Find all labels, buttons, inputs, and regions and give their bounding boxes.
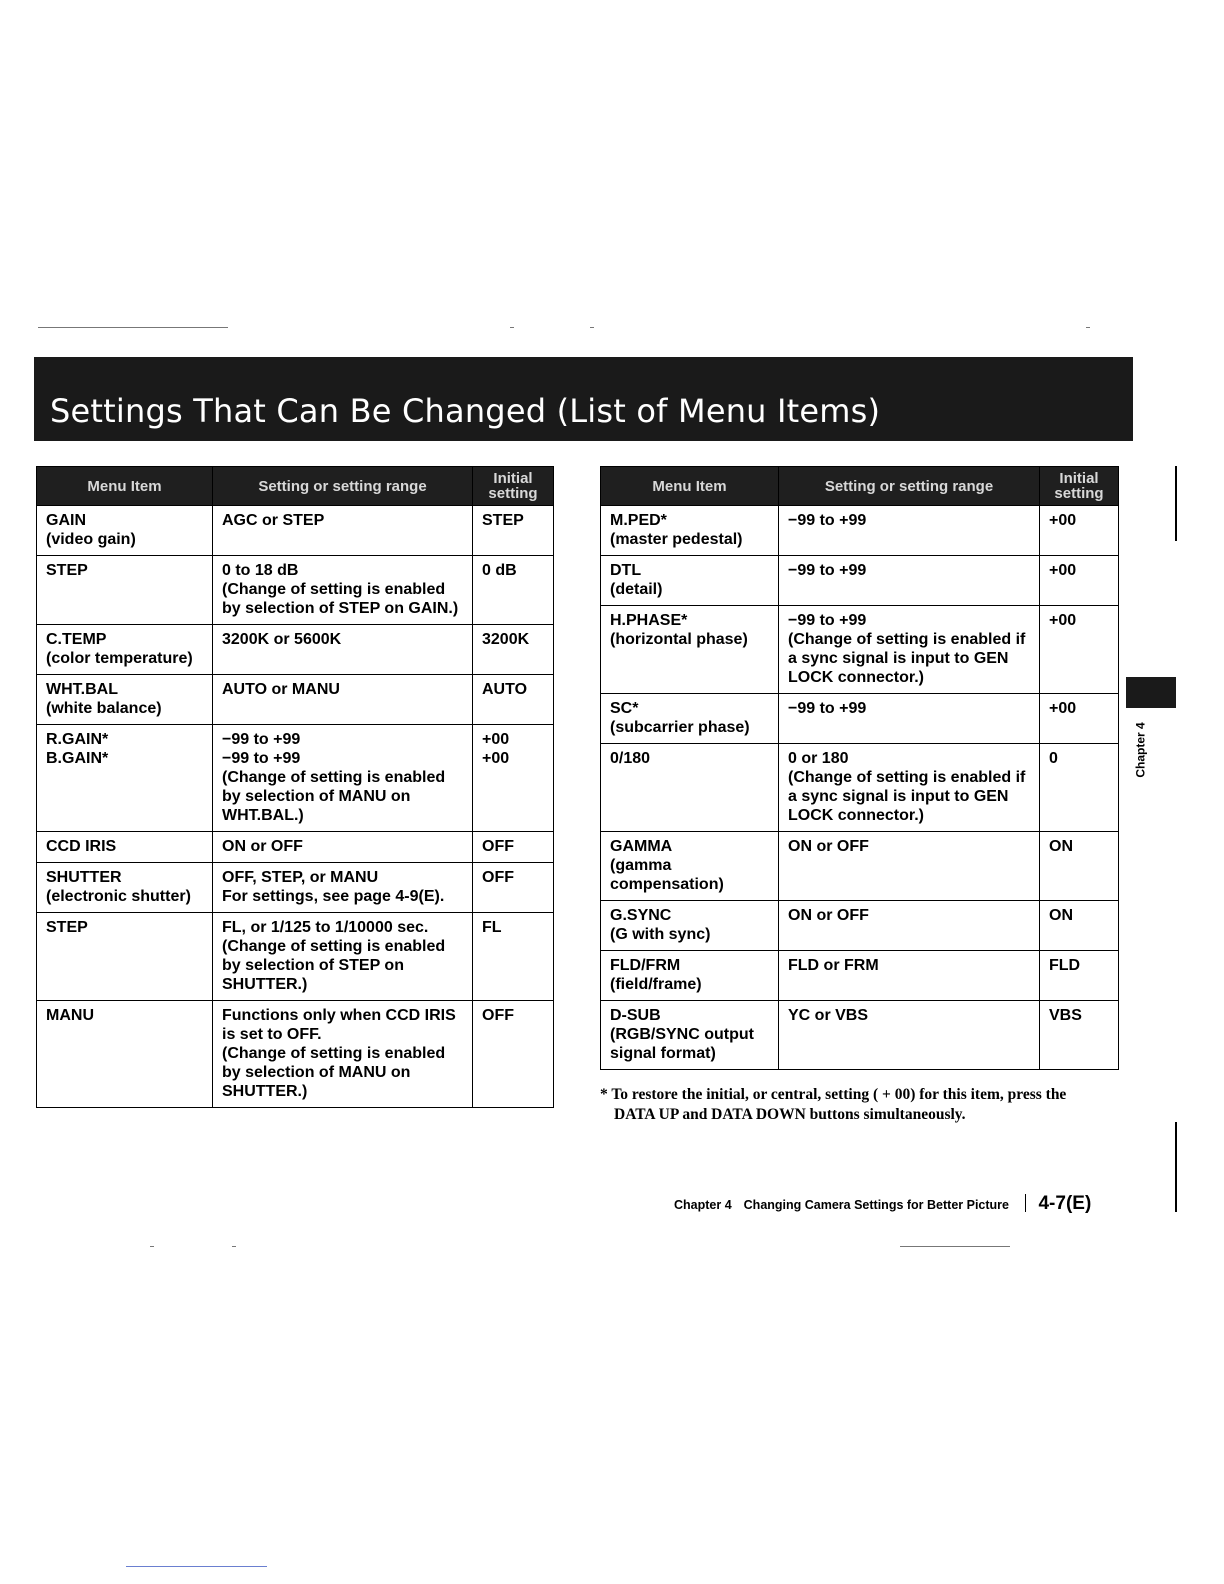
- setting-range-cell: FLD or FRM: [779, 951, 1040, 1001]
- menu-item-cell: SC* (subcarrier phase): [601, 694, 779, 744]
- table-row: [601, 556, 1119, 606]
- setting-range-cell: FL, or 1/125 to 1/10000 sec. (Change of setting is enabled by selection of STEP on SHUTTER.): [213, 913, 473, 1001]
- setting-range-cell: Functions only when CCD IRIS is set to OFF. (Change of setting is enabled by selection of MANU on SHUTTER.): [213, 1001, 473, 1108]
- menu-item-cell: GAIN (video gain): [37, 506, 213, 556]
- setting-range-cell: YC or VBS: [779, 1001, 1040, 1070]
- setting-range-cell: OFF, STEP, or MANU For settings, see page 4-9(E).: [213, 863, 473, 913]
- menu-item-cell: R.GAIN* B.GAIN*: [37, 725, 213, 832]
- menu-item-cell: G.SYNC (G with sync): [601, 901, 779, 951]
- table-row: [601, 1001, 1119, 1070]
- setting-range-cell: AUTO or MANU: [213, 675, 473, 725]
- setting-range-cell: −99 to +99 −99 to +99 (Change of setting is enabled by selection of MANU on WHT.BAL.): [213, 725, 473, 832]
- setting-range-cell: ON or OFF: [779, 832, 1040, 901]
- table-row: [601, 951, 1119, 1001]
- menu-item-cell: MANU: [37, 1001, 213, 1108]
- setting-range-cell: −99 to +99: [779, 694, 1040, 744]
- page-title: Settings That Can Be Changed (List of Menu Items): [34, 357, 1133, 441]
- initial-setting-cell: STEP: [473, 506, 554, 556]
- table-row: [37, 1001, 554, 1108]
- setting-range-cell: 0 to 18 dB (Change of setting is enabled by selection of STEP on GAIN.): [213, 556, 473, 625]
- header-setting-range: Setting or setting range: [779, 467, 1040, 506]
- menu-item-cell: SHUTTER (electronic shutter): [37, 863, 213, 913]
- setting-range-cell: −99 to +99: [779, 506, 1040, 556]
- table-row: [37, 863, 554, 913]
- initial-setting-cell: +00 +00: [473, 725, 554, 832]
- header-menu-item: Menu Item: [601, 467, 779, 506]
- menu-items-table-right: [600, 466, 1119, 1070]
- menu-item-cell: D-SUB (RGB/SYNC output signal format): [601, 1001, 779, 1070]
- footnote-line-2: DATA UP and DATA DOWN buttons simultaneously.: [614, 1106, 966, 1123]
- chapter-side-tab-label: Chapter 4: [1134, 722, 1149, 778]
- menu-item-cell: C.TEMP (color temperature): [37, 625, 213, 675]
- menu-item-cell: CCD IRIS: [37, 832, 213, 863]
- initial-setting-cell: AUTO: [473, 675, 554, 725]
- initial-setting-cell: 0: [1040, 744, 1119, 832]
- table-header-row: [37, 467, 554, 506]
- table-header-row: [601, 467, 1119, 506]
- table-body: [601, 506, 1119, 1070]
- table-row: [601, 744, 1119, 832]
- margin-rule: [1175, 466, 1177, 541]
- initial-setting-cell: +00: [1040, 556, 1119, 606]
- initial-setting-cell: FLD: [1040, 951, 1119, 1001]
- initial-setting-cell: OFF: [473, 863, 554, 913]
- table-body: [37, 506, 554, 1108]
- initial-setting-cell: ON: [1040, 901, 1119, 951]
- table-row: [601, 832, 1119, 901]
- table-row: [601, 901, 1119, 951]
- table-row: [37, 832, 554, 863]
- initial-setting-cell: OFF: [473, 1001, 554, 1108]
- initial-setting-cell: 0 dB: [473, 556, 554, 625]
- menu-item-cell: DTL (detail): [601, 556, 779, 606]
- menu-item-cell: STEP: [37, 913, 213, 1001]
- header-menu-item: Menu Item: [37, 467, 213, 506]
- initial-setting-cell: FL: [473, 913, 554, 1001]
- initial-setting-cell: 3200K: [473, 625, 554, 675]
- setting-range-cell: AGC or STEP: [213, 506, 473, 556]
- table-row: [37, 556, 554, 625]
- menu-item-cell: GAMMA (gamma compensation): [601, 832, 779, 901]
- footer-title: Changing Camera Settings for Better Picture: [743, 1198, 1009, 1212]
- table-row: [37, 506, 554, 556]
- setting-range-cell: −99 to +99 (Change of setting is enabled if a sync signal is input to GEN LOCK connector.): [779, 606, 1040, 694]
- menu-item-cell: WHT.BAL (white balance): [37, 675, 213, 725]
- bottom-link-underline: [126, 1566, 267, 1567]
- menu-item-cell: H.PHASE* (horizontal phase): [601, 606, 779, 694]
- chapter-side-tab: [1121, 722, 1161, 778]
- table-row: [37, 913, 554, 1001]
- initial-setting-cell: VBS: [1040, 1001, 1119, 1070]
- menu-item-cell: FLD/FRM (field/frame): [601, 951, 779, 1001]
- menu-item-cell: 0/180: [601, 744, 779, 832]
- header-initial-setting: Initial setting: [1040, 467, 1119, 506]
- menu-items-table-left: [36, 466, 554, 1108]
- header-setting-range: Setting or setting range: [213, 467, 473, 506]
- table-row: [37, 725, 554, 832]
- initial-setting-cell: OFF: [473, 832, 554, 863]
- footer-chapter: Chapter 4: [674, 1198, 732, 1212]
- initial-setting-cell: ON: [1040, 832, 1119, 901]
- setting-range-cell: ON or OFF: [213, 832, 473, 863]
- page-footer: [674, 1193, 1154, 1215]
- table-row: [601, 506, 1119, 556]
- initial-setting-cell: +00: [1040, 506, 1119, 556]
- margin-rule: [1175, 1122, 1177, 1212]
- setting-range-cell: ON or OFF: [779, 901, 1040, 951]
- footnote-line-1: * To restore the initial, or central, setting ( + 00) for this item, press the: [600, 1086, 1067, 1103]
- table-row: [37, 625, 554, 675]
- table-row: [601, 606, 1119, 694]
- setting-range-cell: 3200K or 5600K: [213, 625, 473, 675]
- footer-divider: [1025, 1194, 1027, 1212]
- footnote: [600, 1085, 1140, 1125]
- table-row: [601, 694, 1119, 744]
- table-row: [37, 675, 554, 725]
- initial-setting-cell: +00: [1040, 694, 1119, 744]
- chapter-tab-marker: [1126, 677, 1176, 708]
- setting-range-cell: 0 or 180 (Change of setting is enabled if a sync signal is input to GEN LOCK connector.): [779, 744, 1040, 832]
- page-number: 4-7(E): [1038, 1193, 1092, 1214]
- setting-range-cell: −99 to +99: [779, 556, 1040, 606]
- menu-item-cell: M.PED* (master pedestal): [601, 506, 779, 556]
- menu-item-cell: STEP: [37, 556, 213, 625]
- initial-setting-cell: +00: [1040, 606, 1119, 694]
- header-initial-setting: Initial setting: [473, 467, 554, 506]
